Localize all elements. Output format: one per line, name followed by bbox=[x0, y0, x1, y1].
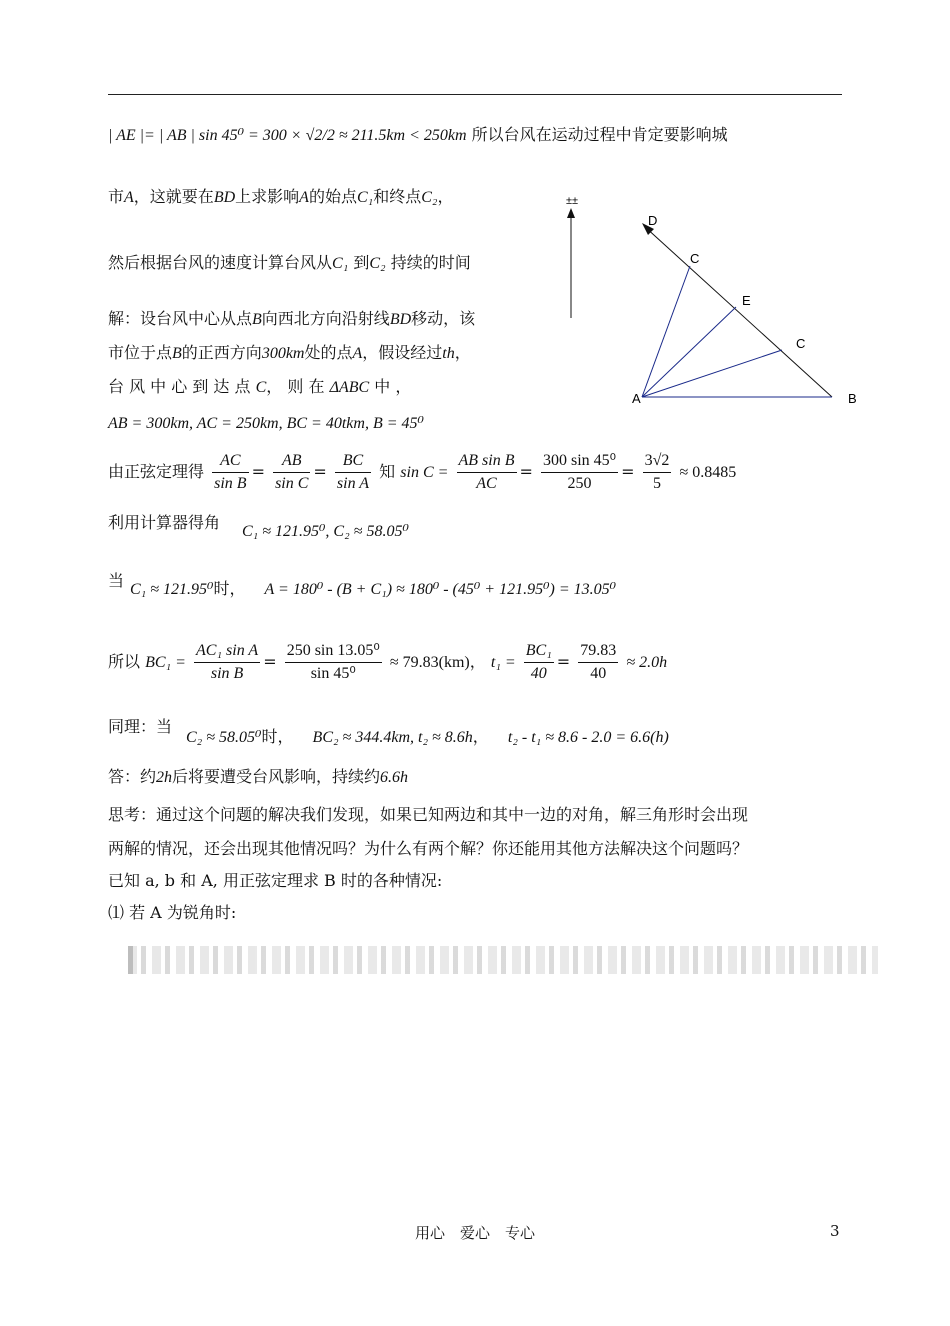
segment-ac-bottom bbox=[642, 350, 782, 397]
text: 市位于点 bbox=[108, 343, 173, 362]
fraction: $\frac{\text{250 sin 13.05⁰}}{\text{sin 45⁰}}$ bbox=[286, 642, 380, 682]
fraction: $\frac{AB}{\text{sin C}}$ bbox=[275, 452, 309, 492]
math-var: C₁ bbox=[332, 255, 349, 272]
ray-bd bbox=[644, 226, 832, 397]
text: 的正西方向 bbox=[181, 343, 262, 362]
segment-ac-top bbox=[642, 266, 690, 397]
text: 到 bbox=[353, 253, 370, 272]
label-e: E bbox=[742, 293, 751, 308]
line-12 bbox=[108, 716, 172, 738]
line-3 bbox=[108, 252, 471, 275]
math-result: ≈ 79.83(km) bbox=[389, 654, 470, 671]
line-15: 两解的情况，还会出现其他情况吗？为什么有两个解？你还能用其他方法解决这个问题吗？ bbox=[108, 839, 749, 858]
text: 答：约 bbox=[108, 767, 157, 786]
line-5 bbox=[108, 342, 471, 365]
math-bc2: BC₂ ≈ 344.4km, t₂ ≈ 8.6h bbox=[312, 729, 473, 746]
text: 时， bbox=[213, 579, 246, 598]
text: ， 则 在 bbox=[266, 377, 325, 396]
triangle-diagram bbox=[560, 190, 880, 420]
math-var: C₂ bbox=[369, 255, 386, 272]
math-var: ΔABC bbox=[329, 379, 370, 396]
fraction: $\frac{\text{AC₁ sin A}}{\text{sin B}}$ bbox=[196, 642, 259, 682]
text: 向西北方向沿射线 bbox=[261, 309, 390, 328]
line-10-math bbox=[130, 578, 616, 601]
math-given-values: AB = 300km, AC = 250km, BC = 40tkm, B = 45⁰ bbox=[108, 415, 424, 432]
fraction: $\frac{\text{AB sin B}}{AC}$ bbox=[458, 452, 515, 492]
math-result: ≈ 0.8485 bbox=[679, 464, 737, 481]
line-1 bbox=[108, 124, 728, 147]
text: 同理：当 bbox=[108, 717, 173, 736]
line-9 bbox=[108, 512, 220, 534]
text: 所以台风在运动过程中肯定要影响城 bbox=[471, 125, 728, 144]
text: ， bbox=[437, 187, 454, 206]
north-arrow-label: ±± bbox=[566, 195, 579, 207]
text: 台 风 中 心 到 达 点 bbox=[108, 377, 251, 396]
line-2 bbox=[108, 186, 453, 209]
math-var: 2h bbox=[156, 769, 173, 786]
text: 当 bbox=[108, 571, 125, 590]
math-var: sin C = bbox=[400, 464, 449, 481]
math-var: A bbox=[124, 189, 134, 206]
text: ， bbox=[469, 652, 486, 671]
text: 中 ， bbox=[374, 377, 412, 396]
fraction: $\frac{AC}{\text{sin B}}$ bbox=[214, 452, 247, 492]
text: 后将要遭受台风影响，持续约 bbox=[172, 767, 381, 786]
text: 的始点 bbox=[308, 187, 357, 206]
text: 市 bbox=[108, 187, 125, 206]
text: 上求影响 bbox=[235, 187, 300, 206]
line-14: 思考：通过这个问题的解决我们发现，如果已知两边和其中一边的对角，解三角形时会出现 bbox=[108, 805, 749, 824]
text: ，假设经过 bbox=[362, 343, 443, 362]
label-c-top: C bbox=[690, 251, 700, 266]
math-var: C₁ ≈ 121.95⁰ bbox=[130, 581, 214, 598]
illegible-figure-strip bbox=[128, 946, 878, 974]
text: ， bbox=[472, 727, 489, 746]
label-a: A bbox=[632, 391, 641, 406]
math-var: BD bbox=[389, 311, 412, 328]
line-9-math bbox=[242, 520, 409, 543]
line-12-math bbox=[186, 726, 669, 749]
math-var: 300km bbox=[261, 345, 305, 362]
fraction: $\frac{BC}{\text{sin A}}$ bbox=[336, 452, 370, 492]
math-var: 6.6h bbox=[380, 769, 409, 786]
text: 所以 bbox=[108, 652, 141, 671]
math-var: A bbox=[352, 345, 363, 362]
line-4 bbox=[108, 308, 475, 331]
label-c-bottom: C bbox=[796, 336, 806, 351]
math-var: B bbox=[172, 345, 182, 362]
text: ， bbox=[454, 343, 471, 362]
math-var: t₁ = bbox=[490, 654, 516, 671]
text: ，这就要在 bbox=[133, 187, 214, 206]
math-var: C₁ bbox=[356, 189, 374, 206]
line-10 bbox=[108, 570, 124, 592]
text: 时， bbox=[261, 727, 294, 746]
north-arrow-head-icon bbox=[567, 208, 575, 218]
text: 然后根据台风的速度计算台风从 bbox=[108, 253, 333, 272]
math-var: C bbox=[255, 379, 267, 396]
text: 利用计算器得角 bbox=[108, 513, 221, 532]
page-number: 3 bbox=[830, 1222, 840, 1240]
line-6 bbox=[108, 376, 411, 399]
text: 知 bbox=[379, 462, 396, 481]
math-var: A bbox=[299, 189, 309, 206]
text: 持续的时间 bbox=[390, 253, 471, 272]
fraction: $\frac{\text{BC₁}}{40}$ bbox=[525, 642, 552, 682]
footer-motto: 用心 爱心 专心 bbox=[414, 1224, 535, 1242]
math-var: B bbox=[252, 311, 262, 328]
text: 由正弦定理得 bbox=[108, 462, 205, 481]
text: 和终点 bbox=[373, 187, 422, 206]
text: 移动，该 bbox=[411, 309, 476, 328]
line-7 bbox=[108, 412, 424, 435]
math-var: C₂ bbox=[421, 189, 438, 206]
math-angle-a: A = 180⁰ - (B + C₁) ≈ 180⁰ - (45⁰ + 121.95⁰) = 13.05⁰ bbox=[264, 581, 617, 598]
text: 处的点 bbox=[304, 343, 353, 362]
math-var: C₂ ≈ 58.05⁰ bbox=[186, 729, 262, 746]
fraction: $\frac{79.83}{40}$ bbox=[580, 642, 617, 682]
math-angles: C₁ ≈ 121.95⁰, C₂ ≈ 58.05⁰ bbox=[242, 523, 409, 540]
label-b: B bbox=[848, 391, 857, 406]
line-8: 由正弦定理得 $\frac{AC}{\text{sin B}}$ = $\frac{AB}{\text{sin C}}$ = $\frac{BC}{\text{sin A}}$ 知 sin C = $\frac{\text{AB sin B}}{AC}$ = $\frac{\text{300 sin 45⁰}}{250}$ = $\frac{3√2}{5}$ ≈ 0.8485 bbox=[108, 448, 736, 497]
segment-ae bbox=[642, 307, 736, 397]
line-16: 已知 a, b 和 A, 用正弦定理求 B 时的各种情况: bbox=[108, 871, 443, 890]
header-rule bbox=[108, 94, 842, 95]
line-17: ⑴ 若 A 为锐角时: bbox=[108, 903, 237, 922]
line-11: 所以 BC₁ = $\frac{\text{AC₁ sin A}}{\text{sin B}}$ = $\frac{\text{250 sin 13.05⁰}}{\text{sin 45⁰}}$ ≈ 79.83(km)， t₁ = $\frac{\text{BC₁}}{40}$ = $\frac{79.83}{40}$ ≈ 2.0h bbox=[108, 638, 667, 687]
line-13 bbox=[108, 766, 408, 789]
text: 解：设台风中心从点 bbox=[108, 309, 253, 328]
math-var: BC₁ = bbox=[145, 654, 186, 671]
math-ae-inequality: | AE |= | AB | sin 45⁰ = 300 × √2/2 ≈ 211.5km < 250km bbox=[108, 127, 467, 144]
math-var: BD bbox=[213, 189, 236, 206]
math-var: th bbox=[442, 345, 455, 362]
label-d: D bbox=[648, 213, 658, 228]
fraction: $\frac{\text{300 sin 45⁰}}{250}$ bbox=[543, 452, 617, 492]
fraction: $\frac{3√2}{5}$ bbox=[644, 452, 670, 492]
math-result: ≈ 2.0h bbox=[626, 654, 668, 671]
math-duration: t₂ - t₁ ≈ 8.6 - 2.0 = 6.6(h) bbox=[507, 729, 669, 746]
